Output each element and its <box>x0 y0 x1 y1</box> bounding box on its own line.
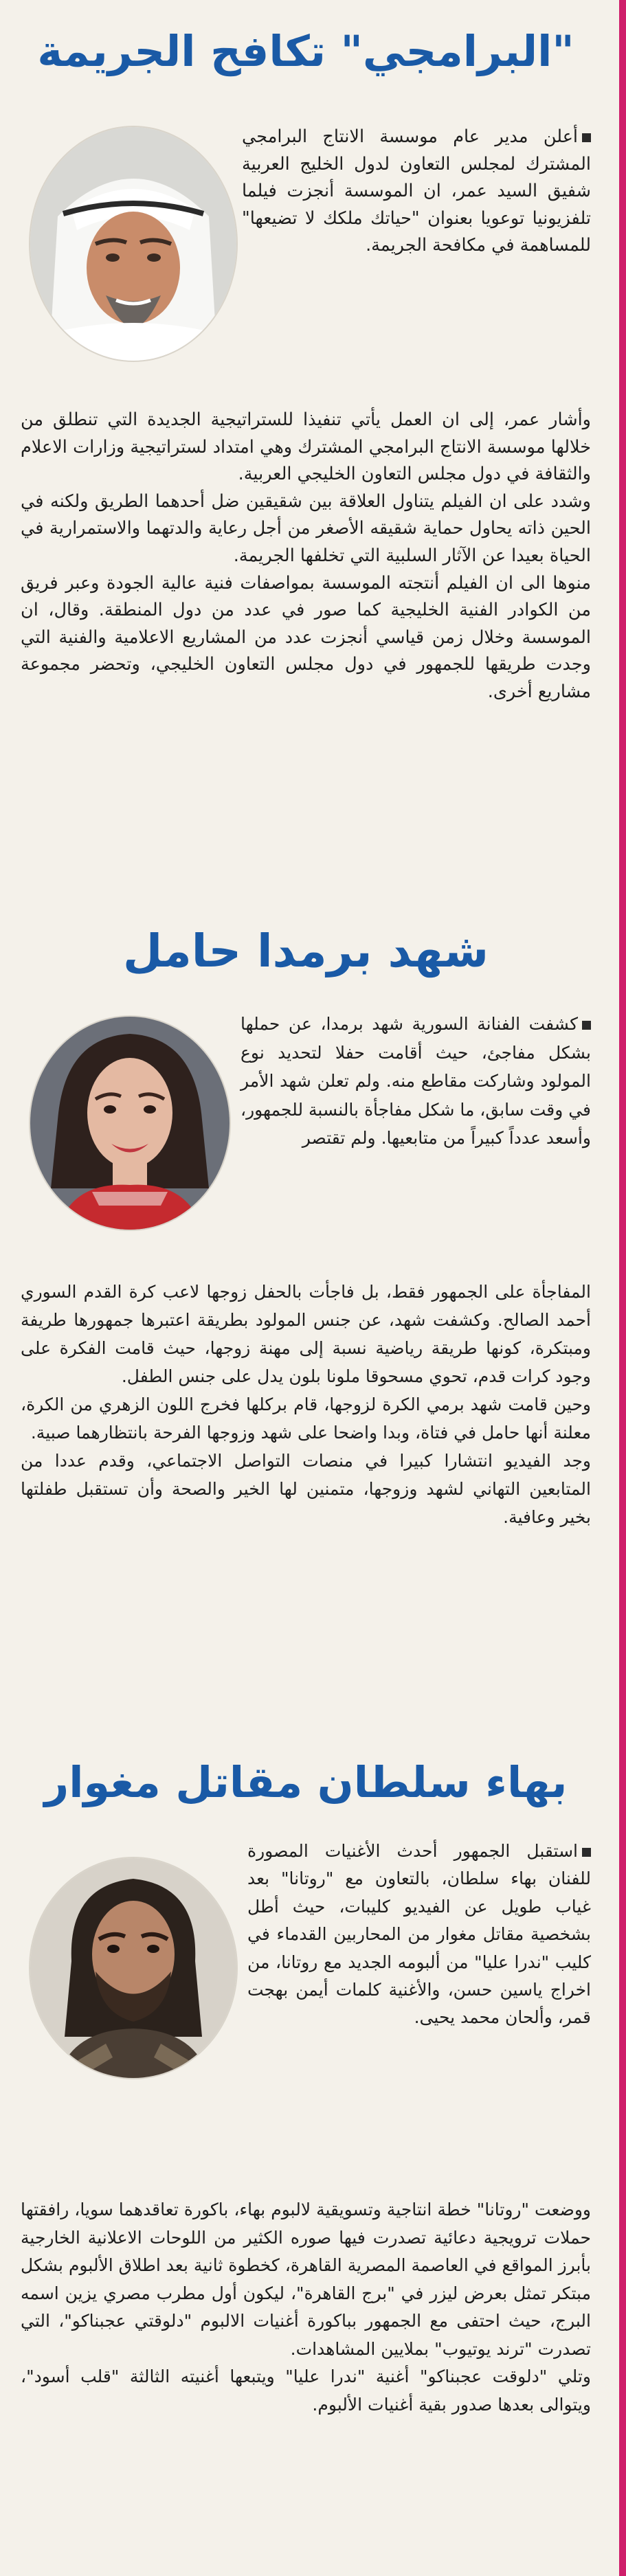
lead-column <box>242 124 591 260</box>
body-paragraph: وحين قامت شهد برمي الكرة لزوجها، قام بركلها فخرج اللون الزهري من الكرة، معلنة أنها حامل في فتاة، وبدا واضحا على شهد وزوجها الفرحة بانتظارهما صبية. <box>21 1394 591 1443</box>
body-paragraph: منوها الى ان الفيلم أنتجته الموسسة بمواصفات فنية عالية الجودة وعبر فريق من الكوادر الفنية الخليجية كما صور في عدد من دول المنطقة. وقال، ان الموسسة وخلال زمن قياسي أنجزت عدد من المشاريع الاعلامية والفنية التي وجدت طريقها للجمهور في دول مجلس التعاون الخليجي، وتحضر مجموعة مشاريع أخرى. <box>21 572 591 702</box>
bullet-marker <box>582 1848 591 1857</box>
body-paragraph: وجد الفيديو انتشارا كبيرا في منصات التواصل الاجتماعي، وقدم عددا من المتابعين التهاني لشهد وزوجها، متمنين لها الخير والصحة وأن تستقبل طفلتها بخير وعافية. <box>21 1451 591 1527</box>
bullet-marker <box>582 133 591 142</box>
body-column <box>21 2196 591 2419</box>
portrait-photo <box>30 1858 236 2078</box>
article-shahd-barmada <box>0 886 612 1745</box>
portrait-photo <box>30 127 236 361</box>
warrior-portrait-image <box>30 1858 236 2078</box>
body-paragraph: ووضعت "روتانا" خطة انتاجية وتسويقية لالبوم بهاء، باكورة تعاقدهما سويا، رافقتها حملات ترويجية دعائية تصدرت فيها صوره الكثير من اللوحات الاعلانية الخارجية بأبرز المواقع في العاصمة المصرية القاهرة، كخطوة ثانية بعد اطلاق الألبوم بشكل مبتكر تمثل بعرض ليزر في "برج القاهرة"، ليكون أول مطرب مصري يزين اسمه البرج، حيث احتفى مع الجمهور بباكورة أغنيات الالبوم "دلوقتي عجبناكو"، التي تصدرت "ترند يوتيوب" بملايين المشاهدات. <box>21 2200 591 2359</box>
article-headline: "البرامجي" تكافح الجريمة <box>37 26 574 76</box>
lead-column <box>241 1010 591 1153</box>
woman-portrait-image <box>30 1017 230 1230</box>
portrait-photo <box>30 1017 230 1230</box>
body-paragraph: وتلي "دلوقت عجبناكو" أغنية "ندرا عليا" ويتبعها أغنيته الثالثة "قلب أسود"، ويتوالى بعدها صدور بقية أغنيات الألبوم. <box>21 2366 591 2415</box>
body-column <box>21 1278 591 1531</box>
man-portrait-image <box>30 127 236 361</box>
lead-column <box>247 1838 591 2032</box>
article-headline: بهاء سلطان مقاتل مغوار <box>44 1757 568 1807</box>
body-paragraph: وأشار عمر، إلى ان العمل يأتي تنفيذا للستراتيجية الجديدة التي تنطلق من خلالها موسسة الانتاج البرامجي المشترك وهي امتداد لستراتيجية وزارات الاعلام والثقافة في دول مجلس التعاون الخليجي العربية. <box>21 409 591 485</box>
body-column <box>21 407 591 706</box>
lead-paragraph: كشفت الفنانة السورية شهد برمدا، عن حملها بشكل مفاجئ، حيث أقامت حفلا لتحديد نوع المولود وشاركت مقاطع منه. ولم تعلن شهد الأمر في وقت سابق، ما شكل مفاجأة بالنسبة للجمهور، وأسعد عدداً كبيراً من متابعيها. ولم تقتصر <box>241 1014 591 1148</box>
lead-paragraph: أعلن مدير عام موسسة الانتاج البرامجي المشترك لمجلس التعاون لدول الخليج العربية شفيق السيد عمر، ان الموسسة أنجزت فيلما تلفزيونيا توعويا بعنوان "حياتك ملكك لا تضيعها" للمساهمة في مكافحة الجريمة. <box>242 126 591 256</box>
article-bahaa-sultan <box>0 1748 612 2573</box>
bullet-marker <box>582 1021 591 1030</box>
body-paragraph: وشدد على ان الفيلم يتناول العلاقة بين شقيقين ضل أحدهما الطريق ولكنه في الحين ذاته يحاول حماية شقيقه الأصغر من أجل رعاية والدتهما والاستمرارية في الحياة بعيدا عن الآثار السلبية التي تخلفها الجريمة. <box>21 490 591 566</box>
article-programming-crime <box>0 0 612 866</box>
body-paragraph: المفاجأة على الجمهور فقط، بل فاجأت بالحفل زوجها لاعب كرة القدم السوري أحمد الصالح. وكشفت شهد، عن جنس المولود بطريقة اعتبرها جمهورها طريفة ومبتكرة، كونها طريقة رياضية نسبة إلى مهنة زوجها، حيث قامت الفكرة على وجود كرات قدم، تحوي مسحوقا ملونا بلون يدل على جنس الطفل. <box>21 1282 591 1386</box>
article-headline: شهد برمدا حامل <box>122 925 489 978</box>
lead-paragraph: استقبل الجمهور أحدث الأغنيات المصورة للفنان بهاء سلطان، بالتعاون مع "روتانا" بعد غياب طويل عن الفيديو كليبات، حيث أطل بشخصية مقاتل مغوار من المحاربين القدماء في كليب "ندرا عليا" من ألبومه الجديد مع روتانا، من اخراج ياسين حسن، والأغنية كلمات أيمن بهجت قمر، وألحان محمد يحيى. <box>247 1841 591 2028</box>
